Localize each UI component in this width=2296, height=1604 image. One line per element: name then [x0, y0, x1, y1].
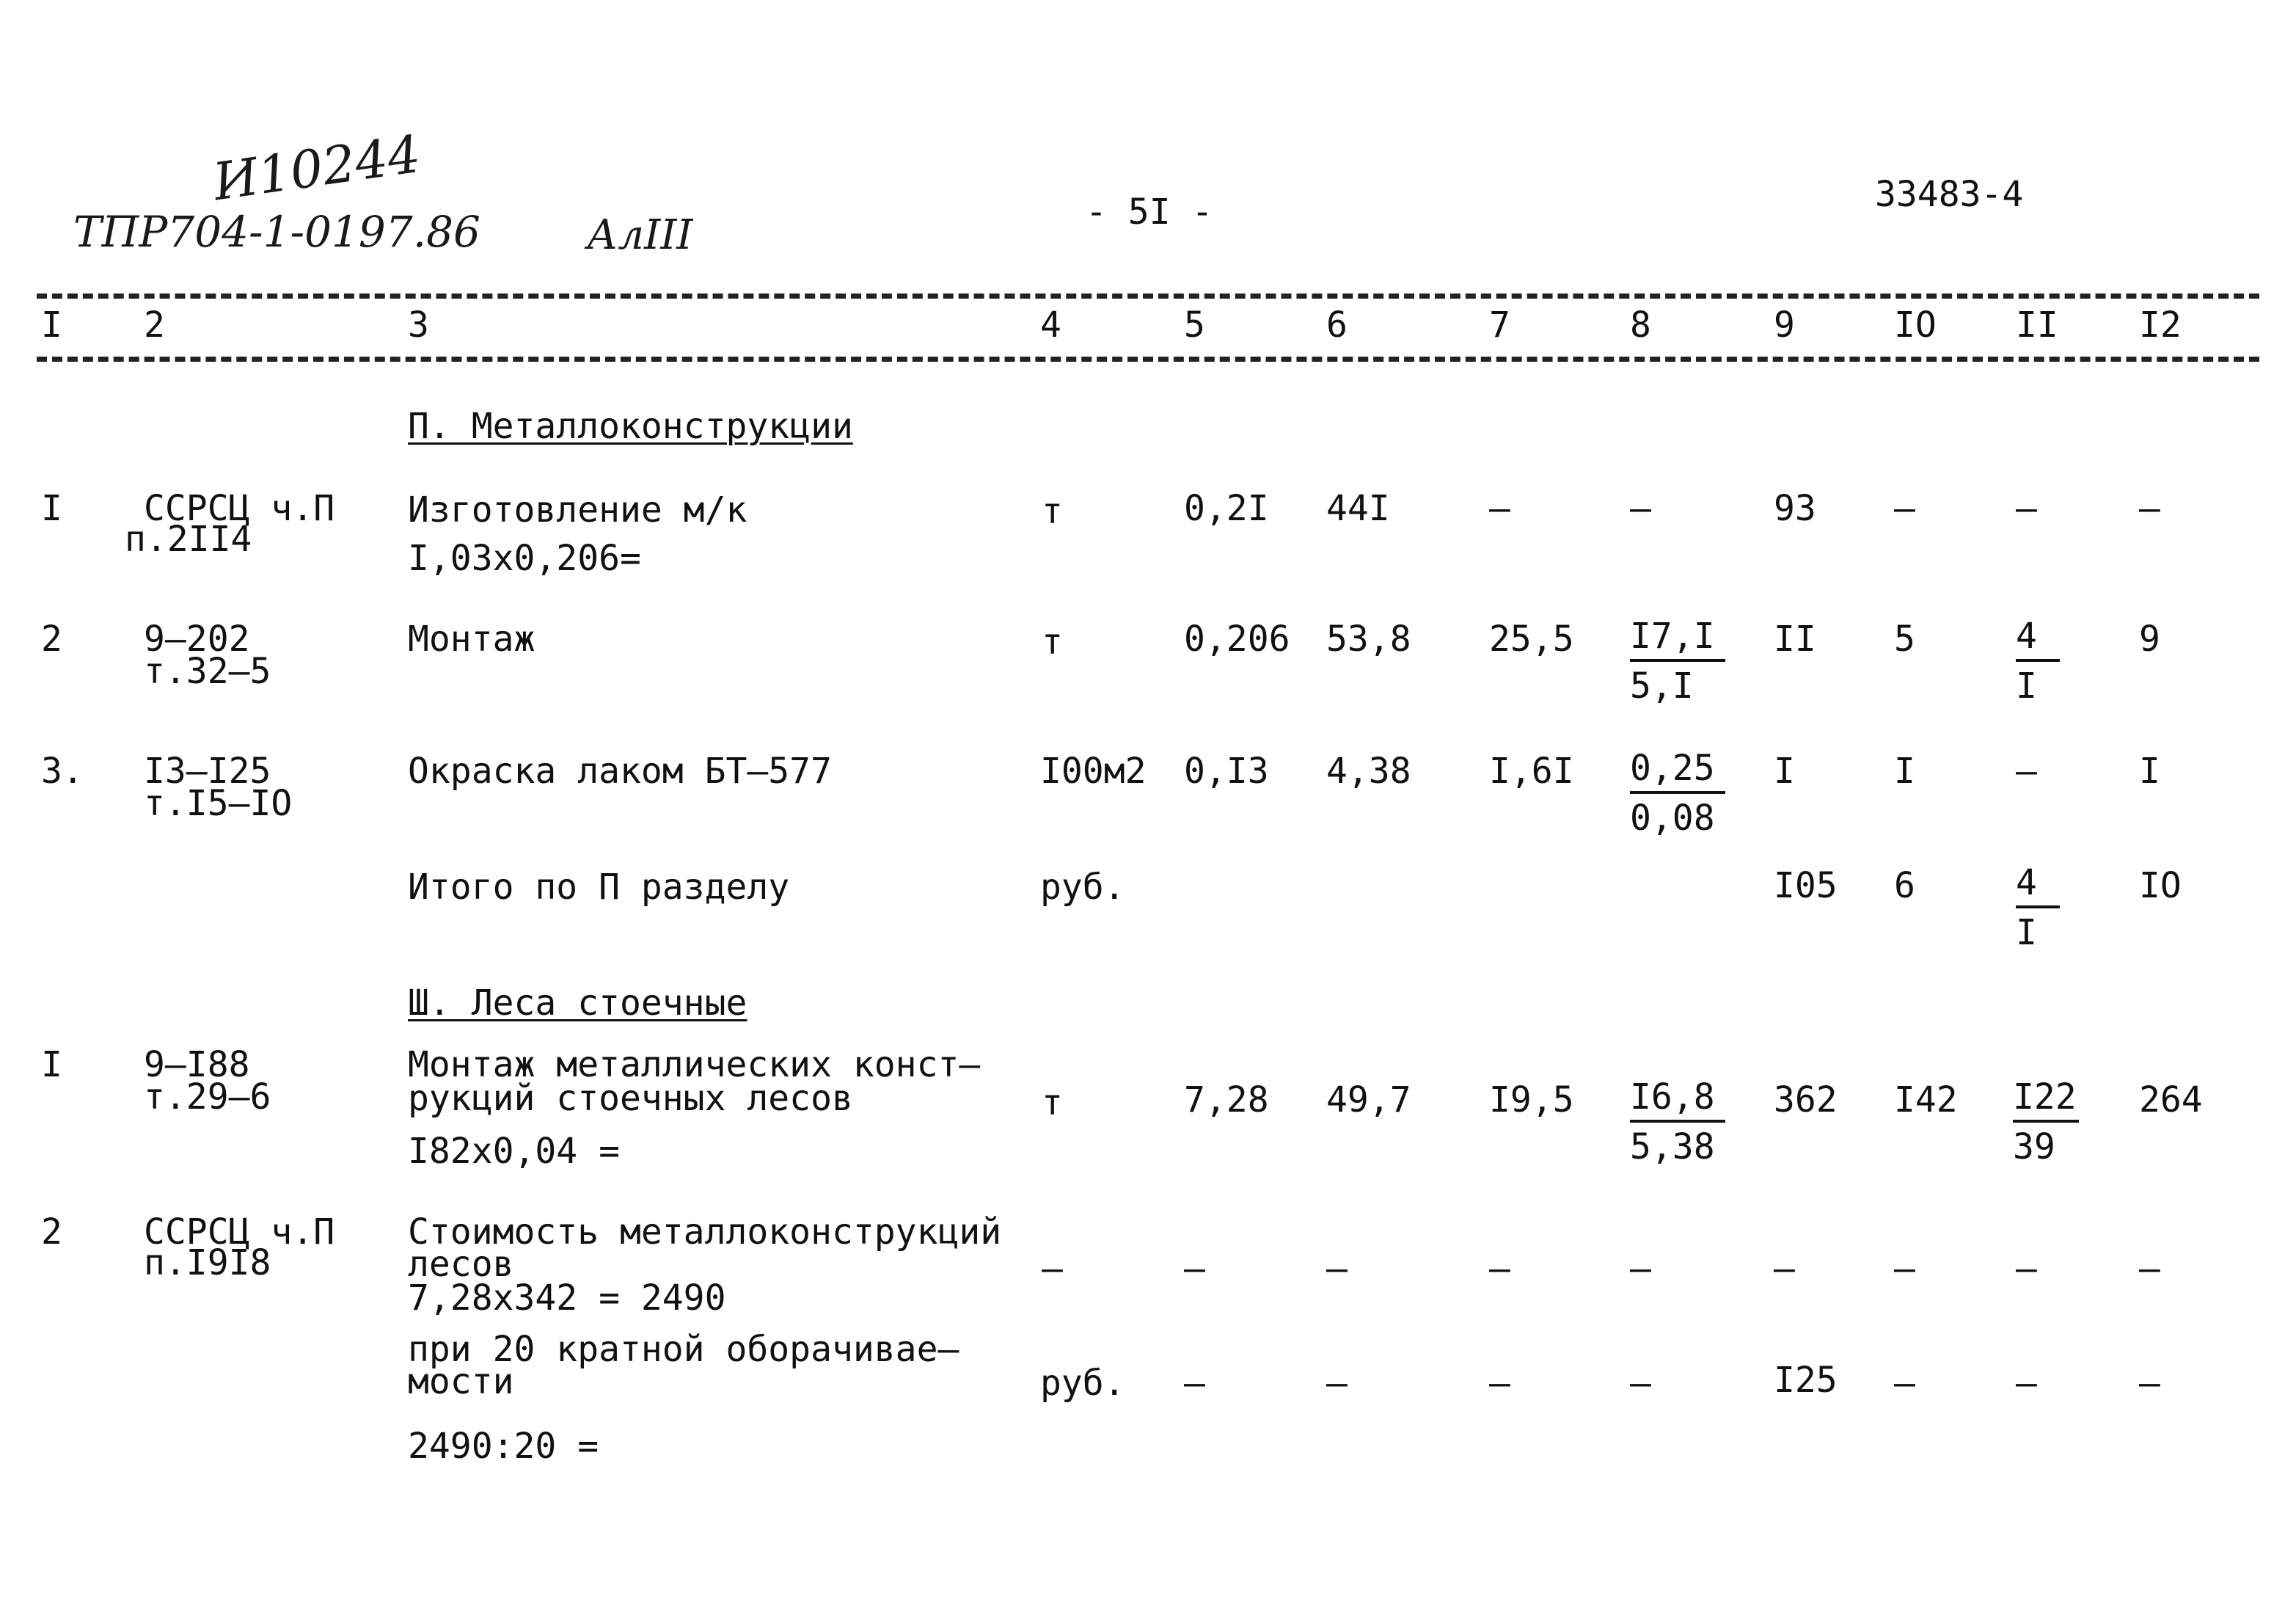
cell-c11-fraction — [2016, 616, 2060, 707]
cell-c6: 4,38 — [1326, 751, 1411, 792]
document-code: 33483-4 — [1875, 174, 2024, 215]
fraction-numerator: 0,25 — [1630, 750, 1725, 794]
col-header-9: 9 — [1774, 305, 1795, 346]
cell-c9: I25 — [1774, 1360, 1838, 1401]
col-header-6: 6 — [1326, 305, 1348, 346]
header-rule-top — [37, 294, 2259, 299]
col-header-4: 4 — [1040, 305, 1061, 346]
cell-c12: – — [2139, 1248, 2160, 1289]
norm-code: I3–I25 — [144, 751, 271, 792]
cell-c9: 93 — [1774, 488, 1816, 529]
cell-c5: 0,206 — [1184, 619, 1290, 660]
cell-c5: 0,2I — [1184, 488, 1269, 529]
cell-c12: I — [2139, 751, 2160, 792]
cell-c6: – — [1326, 1248, 1348, 1289]
cell-c11-fraction — [2016, 864, 2060, 951]
norm-code-line2: т.29–6 — [144, 1076, 271, 1118]
work-name-line2: рукций стоечных лесов — [408, 1078, 853, 1119]
cell-c6: 49,7 — [1326, 1079, 1411, 1120]
cell-c11-fraction — [2013, 1076, 2079, 1167]
cell-c7: 25,5 — [1489, 619, 1574, 660]
cell-c10: I42 — [1894, 1079, 1958, 1120]
norm-code: 9–202 — [144, 619, 250, 660]
col-header-3: 3 — [408, 305, 429, 346]
cell-c11: – — [2016, 1363, 2037, 1404]
cell-c10: – — [1894, 1363, 1915, 1404]
cell-c8: – — [1630, 1248, 1651, 1289]
fraction-numerator: I6,8 — [1630, 1079, 1725, 1123]
work-formula: I82x0,04 = — [408, 1131, 620, 1172]
cell-c8: – — [1630, 1363, 1651, 1404]
cell-c6: 44I — [1326, 488, 1390, 529]
cell-c12: 264 — [2139, 1079, 2203, 1120]
cell-c9: I — [1774, 751, 1795, 792]
col-header-5: 5 — [1184, 305, 1205, 346]
fraction-denominator: 39 — [2013, 1126, 2055, 1167]
cell-c7: – — [1489, 1248, 1510, 1289]
work-name: Стоимость металлоконструкций — [408, 1211, 1002, 1253]
work-name: Окраска лаком БТ–577 — [408, 751, 832, 792]
row-number: 2 — [41, 1211, 62, 1253]
cell-c7: – — [1489, 488, 1510, 529]
row-number: 3. — [41, 751, 84, 792]
work-name: Монтаж металлических конст– — [408, 1044, 981, 1085]
fraction-denominator: I — [2016, 666, 2037, 707]
cell-c10: 5 — [1894, 619, 1915, 660]
fraction-numerator: I22 — [2013, 1079, 2079, 1123]
cell-c11: – — [2016, 1248, 2037, 1289]
cell-c5: 0,I3 — [1184, 751, 1269, 792]
col-header-8: 8 — [1630, 305, 1651, 346]
cell-c9: – — [1774, 1248, 1795, 1289]
cell-c5: 7,28 — [1184, 1079, 1269, 1120]
col-header-10: IO — [1894, 305, 1937, 346]
cell-c5: – — [1184, 1363, 1205, 1404]
cell-c12: 9 — [2139, 619, 2160, 660]
cell-c11: – — [2016, 751, 2037, 792]
cell-c8-fraction — [1630, 616, 1725, 707]
col-header-11: II — [2016, 305, 2058, 346]
fraction-numerator: 4 — [2016, 618, 2060, 662]
unit: т — [1042, 491, 1063, 532]
work-name: при 20 кратной оборачивае– — [408, 1329, 959, 1370]
work-name-line2: лесов — [408, 1244, 514, 1285]
cell-c9: I05 — [1774, 865, 1838, 906]
cell-c12: IO — [2139, 865, 2182, 906]
cell-c11: – — [2016, 488, 2037, 529]
norm-code-line2: п.2II4 — [125, 519, 252, 560]
cell-c7: I9,5 — [1489, 1079, 1574, 1120]
cell-c6: – — [1326, 1363, 1348, 1404]
work-formula: I,03x0,206= — [408, 538, 641, 579]
row-number: I — [41, 1044, 62, 1085]
row-number: I — [41, 488, 62, 529]
cell-c10: 6 — [1894, 865, 1915, 906]
unit: руб. — [1040, 867, 1125, 908]
handwritten-number: И10244 — [209, 123, 425, 213]
page-number: - 5I - — [1086, 192, 1213, 233]
work-name-line2: мости — [408, 1361, 514, 1402]
section-title-metal: П. Металлоконструкции — [408, 406, 853, 447]
row-number: 2 — [41, 619, 62, 660]
total-label: Итого по П разделу — [408, 867, 790, 908]
col-header-2: 2 — [144, 305, 165, 346]
norm-code-line2: п.I9I8 — [144, 1242, 271, 1283]
handwritten-album: АлIII — [587, 211, 693, 259]
section-title-scaffolding: Ш. Леса стоечные — [408, 983, 747, 1024]
norm-code: ССРСЦ ч.П — [144, 488, 335, 529]
fraction-denominator: 5,I — [1630, 666, 1694, 707]
norm-code-line2: т.I5–IO — [144, 783, 293, 824]
cell-c9: II — [1774, 619, 1816, 660]
fraction-denominator: 5,38 — [1630, 1126, 1715, 1167]
fraction-denominator: I — [2016, 912, 2037, 953]
cell-c8-fraction — [1630, 748, 1725, 839]
cell-c12: – — [2139, 1363, 2160, 1404]
cell-c9: 362 — [1774, 1079, 1838, 1120]
header-rule-bottom — [37, 357, 2259, 362]
unit: – — [1042, 1248, 1063, 1289]
cell-c12: – — [2139, 488, 2160, 529]
unit: I00м2 — [1040, 751, 1147, 792]
norm-code: ССРСЦ ч.П — [144, 1211, 335, 1253]
unit: т — [1042, 621, 1063, 663]
col-header-7: 7 — [1489, 305, 1510, 346]
cell-c10: I — [1894, 751, 1915, 792]
col-header-1: I — [41, 305, 62, 346]
fraction-numerator: 4 — [2016, 864, 2060, 908]
norm-code-line2: т.32–5 — [144, 651, 271, 692]
cell-c8: – — [1630, 488, 1651, 529]
cell-c10: – — [1894, 1248, 1915, 1289]
cell-c5: – — [1184, 1248, 1205, 1289]
cell-c6: 53,8 — [1326, 619, 1411, 660]
work-formula: 7,28x342 = 2490 — [408, 1277, 726, 1319]
handwritten-project-code: ТПР704-1-0197.86 — [73, 207, 480, 257]
norm-code: 9–I88 — [144, 1044, 250, 1085]
unit: т — [1042, 1082, 1063, 1123]
cell-c8-fraction — [1630, 1076, 1725, 1167]
unit: руб. — [1040, 1363, 1125, 1404]
work-formula: 2490:20 = — [408, 1426, 599, 1467]
work-name: Изготовление м/к — [408, 489, 747, 531]
cell-c10: – — [1894, 488, 1915, 529]
cell-c7: – — [1489, 1363, 1510, 1404]
cell-c7: I,6I — [1489, 751, 1574, 792]
work-name: Монтаж — [408, 619, 535, 660]
fraction-denominator: 0,08 — [1630, 798, 1715, 839]
col-header-12: I2 — [2139, 305, 2182, 346]
fraction-numerator: I7,I — [1630, 618, 1725, 662]
